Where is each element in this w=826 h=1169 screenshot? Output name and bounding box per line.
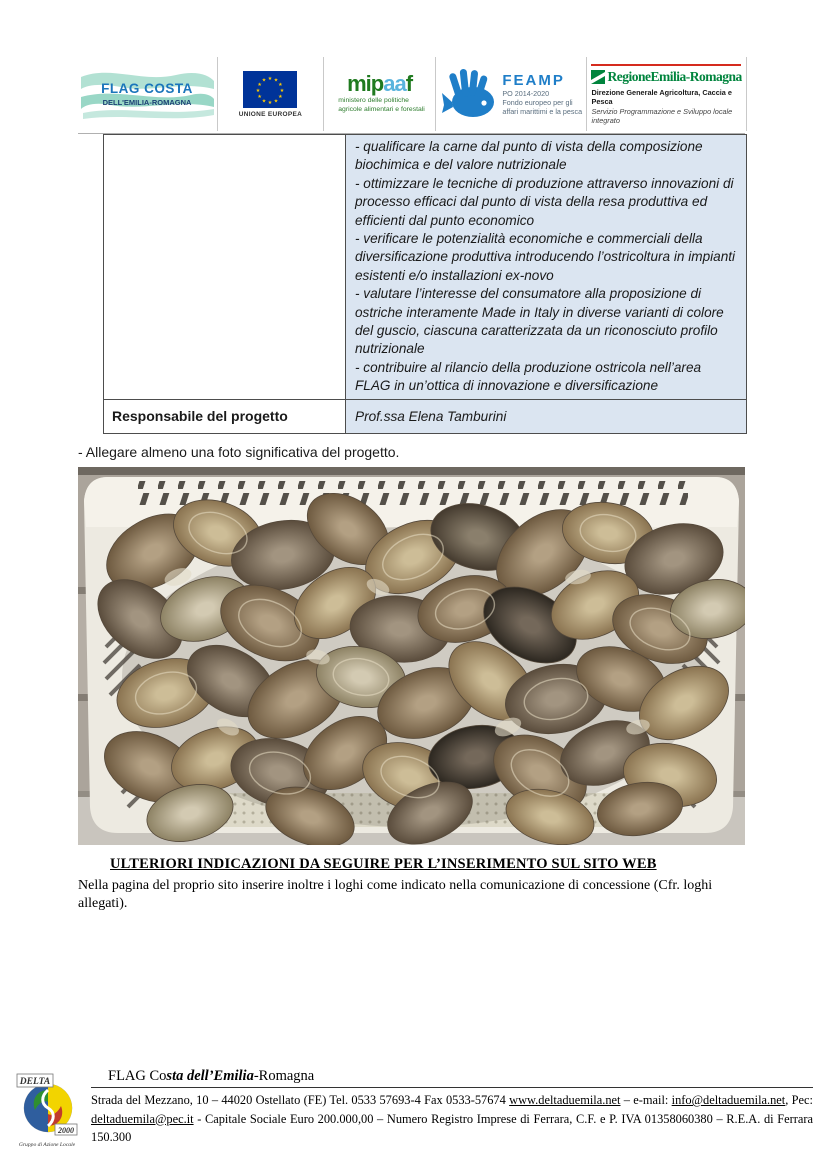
objective-item: - ottimizzare le tecniche di produzione attraverso innovazioni di processo efficaci dal punto di vista della resa produttiva ed efficienti dal punto economico xyxy=(355,175,734,228)
objective-item: - verificare le potenzialità economiche e commerciali della diversificazione produttiva introducendo l’ostricoltura in impianti esistenti e/o installazioni ex-novo xyxy=(355,231,736,283)
svg-text:★: ★ xyxy=(274,97,279,104)
flag-costa-logo xyxy=(78,55,217,133)
feamp-logo xyxy=(436,55,587,133)
delta-logo-year-label: 2000 xyxy=(58,1126,74,1135)
footer-contact-line xyxy=(91,1091,813,1147)
footer-company-info: - Capitale Sociale Euro 200.000,00 – Numero Registro Imprese di Ferrara, C.F. e P. IVA 01358060380 – R.E.A. di Ferrara 150.300 xyxy=(91,1111,813,1144)
feamp-line2: Fondo europeo per gli xyxy=(502,98,573,107)
objective-item: - valutare l’interesse del consumatore alla proposizione di ostriche interamente Made in Italy in diverse varianti di colore del guscio, ciascuna caratterizzata da un riconosciuto profilo nutrizionale xyxy=(355,286,724,357)
svg-text:★: ★ xyxy=(268,99,273,106)
footer-org-pre: FLAG Co xyxy=(108,1068,167,1084)
footer-pec-label: , Pec: xyxy=(785,1093,813,1107)
feamp-line3: affari marittimi e la pesca xyxy=(502,107,583,116)
header-divider xyxy=(746,57,747,131)
svg-text:★: ★ xyxy=(257,93,263,100)
mipaaf-part2: aa xyxy=(383,71,406,96)
svg-text:★: ★ xyxy=(256,87,261,94)
flag-costa-title: FLAG COSTA xyxy=(100,81,193,96)
allegare-note: - Allegare almeno una foto significativa del progetto. xyxy=(78,444,400,460)
regione-title: RegioneEmilia-Romagna xyxy=(607,68,742,84)
table-empty-cell xyxy=(104,135,346,400)
footer-pec-link[interactable]: deltaduemila@pec.it xyxy=(91,1111,194,1126)
oysters-photo-illustration xyxy=(78,467,745,845)
footer-email-link[interactable]: info@deltaduemila.net xyxy=(671,1093,786,1107)
responsabile-value: Prof.ssa Elena Tamburini xyxy=(346,399,747,433)
footer-website-link[interactable]: www.deltaduemila.net xyxy=(509,1093,621,1107)
delta-logo-top-label: DELTA xyxy=(19,1077,51,1087)
footer-org-post: -Romagna xyxy=(253,1068,315,1084)
table-row xyxy=(104,135,747,400)
project-table xyxy=(103,134,747,434)
flag-costa-waves-icon xyxy=(81,63,214,125)
footer-org-mid: sta dell’Emilia xyxy=(166,1068,254,1084)
mipaaf-part1: mip xyxy=(347,71,384,96)
feamp-title: FEAMP xyxy=(502,72,565,89)
table-row xyxy=(104,399,747,433)
feamp-hand-fish-icon xyxy=(440,65,498,123)
regione-emilia-romagna-logo xyxy=(587,55,746,133)
web-section-heading: ULTERIORI INDICAZIONI DA SEGUIRE PER L’INSERIMENTO SUL SITO WEB xyxy=(110,856,657,872)
svg-text:★: ★ xyxy=(278,81,284,88)
mipaaf-subtitle-line2: agricole alimentari e forestali xyxy=(338,105,425,113)
table-objectives-cell xyxy=(346,135,747,400)
footer-text-block xyxy=(91,1068,813,1156)
regione-red-line xyxy=(591,64,741,66)
mipaaf-logo xyxy=(324,55,435,133)
eu-flag-icon xyxy=(243,71,297,108)
regione-line2: Servizio Programmazione e Sviluppo locale integrato xyxy=(591,106,733,125)
svg-text:★: ★ xyxy=(262,77,267,84)
footer-address: Strada del Mezzano, 10 – 44020 Ostellato (FE) Tel. 0533 57693-4 Fax 0533-57674 xyxy=(91,1093,510,1107)
regione-title-row xyxy=(591,69,741,85)
footer xyxy=(15,1068,813,1156)
mipaaf-wordmark xyxy=(347,71,413,96)
objective-item: - qualificare la carne dal punto di vista della composizione biochimica e del valore nutrizionale xyxy=(355,139,703,173)
svg-text:★: ★ xyxy=(262,97,267,104)
footer-org-name xyxy=(91,1068,813,1088)
eu-flag-label: UNIONE EUROPEA xyxy=(238,110,303,118)
objective-item: - contribuire al rilancio della produzione ostricola nell’area FLAG in un’ottica di innovazione e diversificazione xyxy=(355,359,702,394)
delta-logo-caption: Gruppo di Azione Locale xyxy=(18,1142,76,1148)
regione-square-icon xyxy=(591,70,605,84)
eu-flag-logo xyxy=(218,55,324,133)
web-section-text: Nella pagina del proprio sito inserire inoltre i loghi come indicato nella comunicazione di concessione (Cfr. loghi allegati). xyxy=(78,878,713,911)
project-photo-oysters xyxy=(78,467,745,845)
feamp-text-block xyxy=(502,72,582,116)
regione-line1: Direzione Generale Agricoltura, Caccia e Pesca xyxy=(591,87,732,106)
flag-costa-subtitle: DELL'EMILIA-ROMAGNA xyxy=(102,98,192,107)
svg-text:★: ★ xyxy=(278,93,284,100)
svg-text:★: ★ xyxy=(257,81,263,88)
partner-logos-header xyxy=(78,55,747,133)
svg-text:★: ★ xyxy=(280,87,285,94)
delta-2000-logo xyxy=(15,1068,79,1156)
footer-email-label: – e-mail: xyxy=(620,1093,672,1107)
feamp-line1: PO 2014-2020 xyxy=(502,89,550,98)
responsabile-label: Responsabile del progetto xyxy=(104,399,346,433)
mipaaf-subtitle-line1: ministero delle politiche xyxy=(338,97,409,104)
mipaaf-part3: f xyxy=(405,71,413,96)
svg-text:★: ★ xyxy=(268,75,273,82)
svg-text:★: ★ xyxy=(274,77,279,84)
mipaaf-subtitle xyxy=(324,97,435,114)
